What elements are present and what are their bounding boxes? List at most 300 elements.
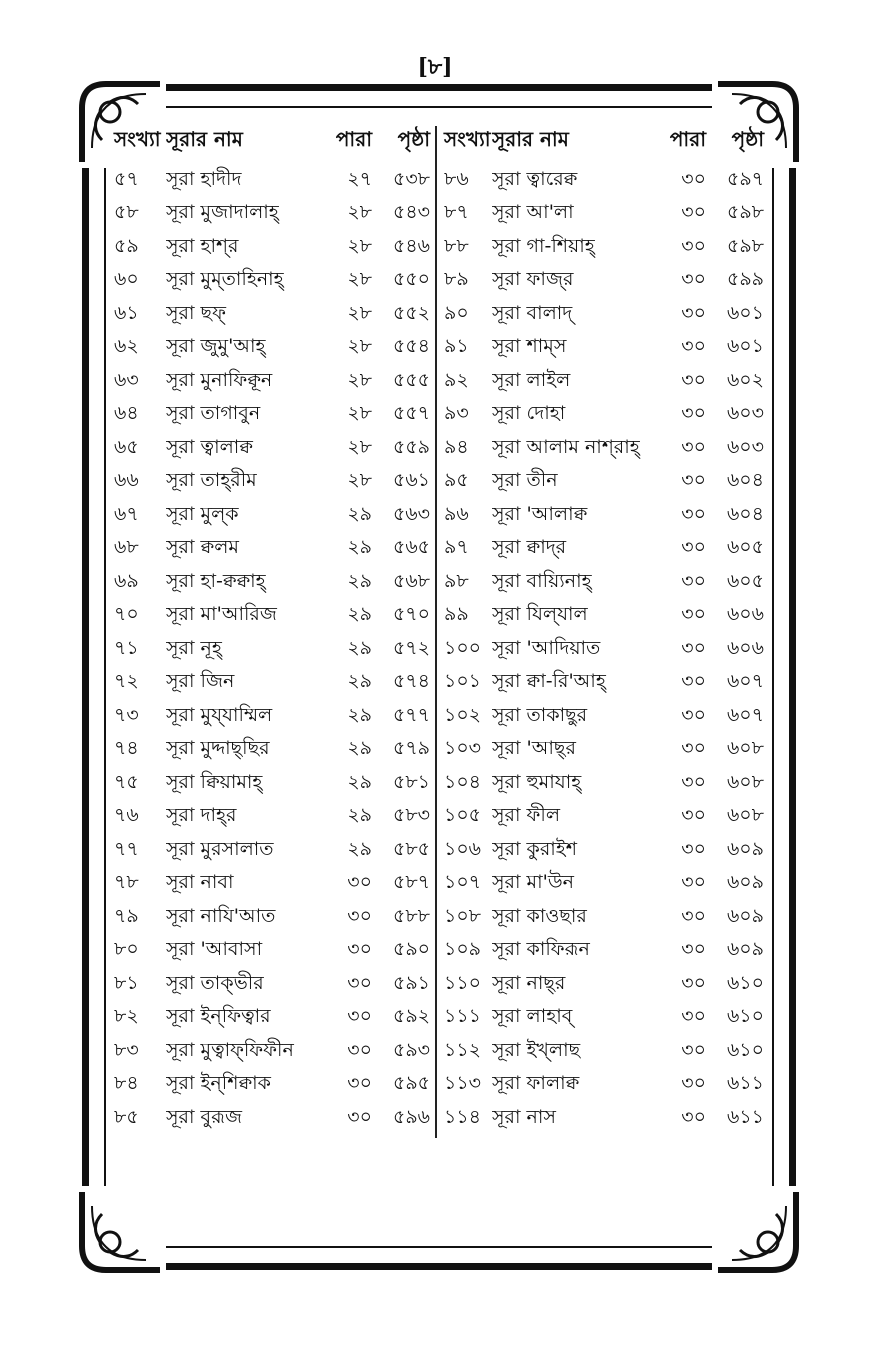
page-number-cell: ৫৮৫ bbox=[393, 837, 430, 860]
surah-number: ৯৩ bbox=[444, 402, 469, 425]
table-row bbox=[444, 466, 764, 500]
surah-name: সূরা মা'আরিজ bbox=[166, 603, 277, 626]
page-number-cell: ৫৬১ bbox=[392, 469, 430, 492]
para-number: ২৯ bbox=[347, 837, 372, 860]
surah-name: সূরা মুনাফিক্বূন bbox=[166, 368, 273, 391]
para-number: ২৯ bbox=[347, 670, 372, 693]
table-row bbox=[444, 432, 764, 466]
surah-name: সূরা নাবা bbox=[166, 871, 234, 894]
para-number: ৩০ bbox=[681, 1072, 706, 1095]
page-number-cell: ৫৮৩ bbox=[392, 804, 430, 827]
para-number: ৩০ bbox=[681, 368, 706, 391]
page-number-cell: ৫৯০ bbox=[392, 938, 430, 961]
surah-number: ৬৩ bbox=[114, 368, 139, 391]
surah-name: সূরা নাস bbox=[492, 1105, 556, 1128]
table-row bbox=[444, 1002, 764, 1036]
header-name: সূরার নাম bbox=[166, 126, 243, 151]
surah-name: সূরা মুত্বাফ্‌ফিফীন bbox=[166, 1038, 294, 1061]
column-divider bbox=[435, 126, 437, 1138]
table-row bbox=[110, 600, 430, 634]
surah-number: ৬৯ bbox=[114, 569, 139, 592]
para-number: ২৮ bbox=[347, 435, 372, 458]
table-row bbox=[110, 499, 430, 533]
table-row bbox=[444, 801, 764, 835]
surah-name: সূরা তীন bbox=[492, 469, 558, 492]
page-number-cell: ৫৯৮ bbox=[727, 201, 764, 224]
surah-number: ৯৭ bbox=[444, 536, 469, 559]
surah-name: সূরা তাহ্‌রীম bbox=[166, 469, 257, 492]
para-number: ৩০ bbox=[681, 268, 706, 291]
table-row bbox=[444, 198, 764, 232]
table-row bbox=[110, 1002, 430, 1036]
surah-number: ১০৬ bbox=[444, 837, 482, 860]
para-number: ৩০ bbox=[681, 904, 706, 927]
surah-number: ৮২ bbox=[114, 1005, 139, 1028]
table-row bbox=[444, 533, 764, 567]
page-number-cell: ৫৬৮ bbox=[392, 569, 430, 592]
table-row bbox=[444, 399, 764, 433]
surah-name: সূরা জিন bbox=[166, 670, 235, 693]
surah-name: সূরা লাইল bbox=[492, 368, 571, 391]
surah-number: ৯০ bbox=[444, 301, 469, 324]
table-row bbox=[110, 332, 430, 366]
para-number: ৩০ bbox=[681, 804, 706, 827]
surah-name: সূরা তাক্‌ভীর bbox=[166, 971, 264, 994]
page-number-cell: ৬০৯ bbox=[726, 837, 764, 860]
surah-number: ৫৮ bbox=[114, 201, 139, 224]
surah-number: ৯১ bbox=[444, 335, 469, 358]
table-row bbox=[444, 968, 764, 1002]
surah-number: ৮৩ bbox=[114, 1038, 139, 1061]
surah-name: সূরা মুয্‌যাম্মিল bbox=[166, 703, 273, 726]
surah-name: সূরা নাযি'আত bbox=[166, 904, 276, 927]
table-row bbox=[444, 633, 764, 667]
surah-name: সূরা হাদীদ bbox=[166, 167, 242, 190]
surah-number: ৭৪ bbox=[114, 737, 139, 760]
surah-number: ৯২ bbox=[444, 368, 469, 391]
surah-name: সূরা বুরূজ bbox=[166, 1105, 242, 1128]
page-number: [৮] bbox=[417, 54, 453, 80]
table-row bbox=[110, 231, 430, 265]
surah-number: ৯৯ bbox=[444, 603, 469, 626]
table-row bbox=[444, 365, 764, 399]
surah-number: ৮৮ bbox=[444, 234, 469, 257]
surah-name: সূরা 'আদিয়াত bbox=[492, 636, 601, 659]
page-number-cell: ৬০৩ bbox=[726, 402, 764, 425]
surah-number: ১১০ bbox=[444, 971, 482, 994]
surah-name: সূরা কাওছার bbox=[492, 904, 587, 927]
surah-number: ৮৭ bbox=[444, 201, 469, 224]
table-row bbox=[444, 700, 764, 734]
table-row bbox=[444, 566, 764, 600]
surah-number: ৫৯ bbox=[114, 234, 139, 257]
para-number: ২৯ bbox=[347, 737, 372, 760]
surah-number: ১০৪ bbox=[444, 770, 482, 793]
surah-number: ৬১ bbox=[114, 301, 139, 324]
page-number-cell: ৫৭২ bbox=[392, 636, 430, 659]
surah-number: ৫৭ bbox=[114, 167, 139, 190]
surah-number: ৯৪ bbox=[444, 435, 469, 458]
surah-number: ৬৭ bbox=[114, 502, 139, 525]
table-row bbox=[110, 365, 430, 399]
surah-name: সূরা হাশ্‌র bbox=[166, 234, 239, 257]
para-number: ৩০ bbox=[681, 871, 706, 894]
surah-name: সূরা মুরসালাত bbox=[166, 837, 274, 860]
surah-number: ৯৫ bbox=[444, 469, 469, 492]
para-number: ২৮ bbox=[347, 469, 372, 492]
page-number-cell: ৫৫৪ bbox=[393, 335, 430, 358]
para-number: ৩০ bbox=[347, 1072, 372, 1095]
table-header bbox=[444, 118, 764, 164]
surah-number: ১০৯ bbox=[444, 938, 482, 961]
table-row bbox=[444, 164, 764, 198]
para-number: ৩০ bbox=[347, 1038, 372, 1061]
surah-name: সূরা মুম্‌তাহিনাহ্ bbox=[166, 268, 284, 291]
para-number: ২৯ bbox=[347, 569, 372, 592]
surah-number: ৭৫ bbox=[114, 770, 139, 793]
table-row bbox=[110, 1035, 430, 1069]
surah-number: ৮৫ bbox=[114, 1105, 139, 1128]
para-number: ২৯ bbox=[347, 536, 372, 559]
page-number-cell: ৫৭৯ bbox=[392, 737, 430, 760]
surah-number: ৯৮ bbox=[444, 569, 469, 592]
surah-number: ৮১ bbox=[114, 971, 139, 994]
surah-number: ৬২ bbox=[114, 335, 139, 358]
surah-name: সূরা আলাম নাশ্‌রাহ্ bbox=[492, 435, 640, 458]
surah-name: সূরা 'আবাসা bbox=[166, 938, 263, 961]
page-number-cell: ৬০৫ bbox=[726, 569, 764, 592]
table-row bbox=[110, 834, 430, 868]
table-row bbox=[110, 298, 430, 332]
surah-name: সূরা হুমাযাহ্ bbox=[492, 770, 582, 793]
surah-name: সূরা ফীল bbox=[492, 804, 561, 827]
page-number-cell: ৬০৯ bbox=[726, 904, 764, 927]
surah-number: ১০১ bbox=[444, 670, 482, 693]
page-number-cell: ৬০৯ bbox=[726, 871, 764, 894]
page-number-cell: ৫৯১ bbox=[393, 971, 430, 994]
surah-name: সূরা বালাদ্ bbox=[492, 301, 573, 324]
surah-number: ১১১ bbox=[444, 1005, 481, 1028]
surah-number: ১১৩ bbox=[444, 1072, 482, 1095]
table-row bbox=[110, 1069, 430, 1103]
page-number-cell: ৫৯৮ bbox=[727, 234, 764, 257]
surah-name: সূরা মুজাদালাহ্ bbox=[166, 201, 279, 224]
surah-name: সূরা 'আলাক্ব bbox=[492, 502, 588, 525]
para-number: ৩০ bbox=[681, 1005, 706, 1028]
page-number-cell: ৫৯৭ bbox=[726, 167, 764, 190]
header-page: পৃষ্ঠা bbox=[397, 126, 430, 151]
surah-number: ৭০ bbox=[114, 603, 139, 626]
surah-number: ৮০ bbox=[114, 938, 139, 961]
page-number-cell: ৬০৫ bbox=[726, 536, 764, 559]
para-number: ৩০ bbox=[681, 569, 706, 592]
surah-number: ৭৭ bbox=[114, 837, 139, 860]
table-row bbox=[110, 633, 430, 667]
page-number-cell: ৬০১ bbox=[726, 335, 764, 358]
table-row bbox=[444, 600, 764, 634]
surah-number: ৬০ bbox=[114, 268, 139, 291]
para-number: ৩০ bbox=[347, 971, 372, 994]
surah-name: সূরা তাকাছুর bbox=[492, 703, 588, 726]
surah-number: ৬৫ bbox=[114, 435, 139, 458]
surah-number: ৭৯ bbox=[114, 904, 139, 927]
table-row bbox=[444, 332, 764, 366]
para-number: ৩০ bbox=[681, 737, 706, 760]
surah-name: সূরা কুরাইশ bbox=[492, 837, 577, 860]
surah-name: সূরা ছফ্ bbox=[166, 301, 226, 324]
page-number-cell: ৬১০ bbox=[726, 1005, 764, 1028]
table-row bbox=[444, 834, 764, 868]
page-number-cell: ৫৭০ bbox=[392, 603, 430, 626]
para-number: ৩০ bbox=[681, 234, 706, 257]
surah-name: সূরা ক্বিয়ামাহ্ bbox=[166, 770, 263, 793]
page-number-cell: ৫৪৩ bbox=[392, 201, 430, 224]
header-name: সূরার নাম bbox=[492, 126, 569, 151]
page-number-cell: ৫৫৯ bbox=[393, 435, 430, 458]
para-number: ২৯ bbox=[347, 703, 372, 726]
table-row bbox=[444, 667, 764, 701]
para-number: ৩০ bbox=[347, 904, 372, 927]
table-row bbox=[444, 265, 764, 299]
para-number: ৩০ bbox=[681, 502, 706, 525]
surah-number: ১০৮ bbox=[444, 904, 482, 927]
page-number-cell: ৬১০ bbox=[726, 1038, 764, 1061]
para-number: ৩০ bbox=[681, 971, 706, 994]
page-number-cell: ৫৮৭ bbox=[392, 871, 430, 894]
surah-number: ৯৬ bbox=[444, 502, 469, 525]
surah-name: সূরা নূহ্ bbox=[166, 636, 222, 659]
para-number: ৩০ bbox=[347, 938, 372, 961]
page-number-cell: ৬১১ bbox=[726, 1072, 764, 1095]
para-number: ৩০ bbox=[681, 536, 706, 559]
page-number-cell: ৬০৪ bbox=[726, 502, 764, 525]
page-number-cell: ৫৯৬ bbox=[392, 1105, 430, 1128]
para-number: ৩০ bbox=[681, 770, 706, 793]
surah-name: সূরা জুমু'আহ্ bbox=[166, 335, 266, 358]
page-number-cell: ৫৫৫ bbox=[393, 368, 430, 391]
surah-name: সূরা ক্বা-রি'আহ্ bbox=[492, 670, 606, 693]
table-row bbox=[110, 265, 430, 299]
para-number: ৩০ bbox=[347, 1005, 372, 1028]
surah-name: সূরা ত্বারেক্ব bbox=[492, 167, 578, 190]
para-number: ৩০ bbox=[681, 335, 706, 358]
page-number-cell: ৫৮১ bbox=[393, 770, 430, 793]
table-row bbox=[110, 700, 430, 734]
surah-name: সূরা ইখ্‌লাছ bbox=[492, 1038, 581, 1061]
page-number-cell: ৬০১ bbox=[726, 301, 764, 324]
surah-number: ১০৩ bbox=[444, 737, 482, 760]
para-number: ৩০ bbox=[681, 837, 706, 860]
page-number-cell: ৫৯২ bbox=[392, 1005, 430, 1028]
surah-name: সূরা হা-ক্বক্বাহ্ bbox=[166, 569, 266, 592]
page-number-cell: ৬০৯ bbox=[726, 938, 764, 961]
page-number-cell: ৬০৪ bbox=[726, 469, 764, 492]
surah-number: ৮৬ bbox=[444, 167, 469, 190]
table-row bbox=[444, 298, 764, 332]
surah-number: ৬৪ bbox=[114, 402, 139, 425]
surah-name: সূরা শাম্‌স bbox=[492, 335, 567, 358]
surah-name: সূরা ফালাক্ব bbox=[492, 1072, 580, 1095]
table-row bbox=[110, 399, 430, 433]
page-number-cell: ৫৫০ bbox=[392, 268, 430, 291]
table-row bbox=[444, 767, 764, 801]
para-number: ২৯ bbox=[347, 770, 372, 793]
surah-name: সূরা ক্বাদ্‌র bbox=[492, 536, 567, 559]
surah-name: সূরা লাহাব্ bbox=[492, 1005, 573, 1028]
table-row bbox=[444, 868, 764, 902]
page-number-cell: ৫৯৩ bbox=[392, 1038, 430, 1061]
surah-number: ৭৬ bbox=[114, 804, 139, 827]
para-number: ৩০ bbox=[347, 871, 372, 894]
para-number: ২৯ bbox=[347, 603, 372, 626]
table-row bbox=[110, 801, 430, 835]
page-number-cell: ৬১০ bbox=[726, 971, 764, 994]
page-number-cell: ৬০২ bbox=[726, 368, 764, 391]
surah-name: সূরা মুদ্দাছ্‌ছির bbox=[166, 737, 270, 760]
table-header bbox=[110, 118, 430, 164]
para-number: ৩০ bbox=[681, 301, 706, 324]
table-row bbox=[444, 499, 764, 533]
page-number-cell: ৬০৩ bbox=[726, 435, 764, 458]
para-number: ২৮ bbox=[347, 335, 372, 358]
page-number-cell: ৫৭৪ bbox=[392, 670, 430, 693]
para-number: ৩০ bbox=[347, 1105, 372, 1128]
surah-number: ১০০ bbox=[444, 636, 482, 659]
surah-name: সূরা মুল্‌ক bbox=[166, 502, 239, 525]
table-row bbox=[110, 968, 430, 1002]
table-row bbox=[110, 734, 430, 768]
page-number-cell: ৬০৮ bbox=[726, 737, 764, 760]
para-number: ৩০ bbox=[681, 402, 706, 425]
para-number: ২৯ bbox=[347, 636, 372, 659]
para-number: ২৮ bbox=[347, 268, 372, 291]
table-row bbox=[444, 901, 764, 935]
surah-number: ৮৪ bbox=[114, 1072, 139, 1095]
page-number-cell: ৬০৬ bbox=[726, 636, 764, 659]
corner-ornament-icon bbox=[76, 1186, 166, 1276]
page-number-cell: ৫৬৫ bbox=[392, 536, 430, 559]
header-num: সংখ্যা bbox=[444, 126, 491, 151]
table-row bbox=[444, 1102, 764, 1136]
surah-name: সূরা বায়্যিনাহ্ bbox=[492, 569, 592, 592]
para-number: ২৮ bbox=[347, 234, 372, 257]
page-number-cell: ৫৬৩ bbox=[392, 502, 430, 525]
para-number: ৩০ bbox=[681, 167, 706, 190]
table-row bbox=[110, 901, 430, 935]
table-row bbox=[110, 566, 430, 600]
surah-number: ৬৮ bbox=[114, 536, 139, 559]
surah-name: সূরা গা-শিয়াহ্ bbox=[492, 234, 595, 257]
para-number: ৩০ bbox=[681, 469, 706, 492]
table-row bbox=[110, 533, 430, 567]
header-para: পারা bbox=[669, 126, 706, 151]
surah-name: সূরা যিল্‌যাল bbox=[492, 603, 588, 626]
surah-number: ৭৩ bbox=[114, 703, 139, 726]
table-row bbox=[110, 432, 430, 466]
table-row bbox=[444, 1069, 764, 1103]
surah-name: সূরা দাহ্‌র bbox=[166, 804, 237, 827]
surah-number: ৬৬ bbox=[114, 469, 139, 492]
table-row bbox=[444, 231, 764, 265]
surah-name: সূরা কাফিরূন bbox=[492, 938, 590, 961]
surah-name: সূরা ক্বলম bbox=[166, 536, 239, 559]
table-row bbox=[110, 767, 430, 801]
right-column bbox=[444, 118, 764, 1136]
surah-name: সূরা মা'উন bbox=[492, 871, 574, 894]
page-number-cell: ৫৫২ bbox=[392, 301, 430, 324]
para-number: ২৭ bbox=[347, 167, 372, 190]
header-para: পারা bbox=[335, 126, 372, 151]
table-row bbox=[444, 1035, 764, 1069]
page-number-cell: ৬১১ bbox=[726, 1105, 764, 1128]
para-number: ৩০ bbox=[681, 703, 706, 726]
table-row bbox=[110, 164, 430, 198]
surah-name: সূরা ইন্‌শিক্বাক bbox=[166, 1072, 271, 1095]
surah-name: সূরা 'আছ্‌র bbox=[492, 737, 576, 760]
surah-number: ১১৪ bbox=[444, 1105, 481, 1128]
surah-number: ১১২ bbox=[444, 1038, 482, 1061]
para-number: ২৯ bbox=[347, 502, 372, 525]
page-number-cell: ৫৪৬ bbox=[392, 234, 430, 257]
para-number: ৩০ bbox=[681, 201, 706, 224]
surah-name: সূরা ত্বালাক্ব bbox=[166, 435, 253, 458]
surah-name: সূরা নাছ্‌র bbox=[492, 971, 566, 994]
surah-name: সূরা আ'লা bbox=[492, 201, 574, 224]
para-number: ২৯ bbox=[347, 804, 372, 827]
surah-number: ১০২ bbox=[444, 703, 482, 726]
surah-name: সূরা ইন্‌ফিত্বার bbox=[166, 1005, 271, 1028]
surah-number: ৭২ bbox=[114, 670, 139, 693]
surah-name: সূরা ফাজ্‌র bbox=[492, 268, 574, 291]
para-number: ৩০ bbox=[681, 670, 706, 693]
table-row bbox=[444, 935, 764, 969]
para-number: ২৮ bbox=[347, 402, 372, 425]
para-number: ২৮ bbox=[347, 301, 372, 324]
left-column bbox=[110, 118, 430, 1136]
surah-number: ৮৯ bbox=[444, 268, 469, 291]
header-page: পৃষ্ঠা bbox=[731, 126, 764, 151]
table-row bbox=[444, 734, 764, 768]
page-number-cell: ৫৩৮ bbox=[392, 167, 430, 190]
page-number-cell: ৫৯৫ bbox=[393, 1072, 430, 1095]
page-number-cell: ৫৯৯ bbox=[727, 268, 764, 291]
table-row bbox=[110, 868, 430, 902]
surah-number: ৭৮ bbox=[114, 871, 139, 894]
page-number-cell: ৬০৮ bbox=[726, 770, 764, 793]
para-number: ২৮ bbox=[347, 201, 372, 224]
para-number: ৩০ bbox=[681, 636, 706, 659]
para-number: ৩০ bbox=[681, 603, 706, 626]
page-number-cell: ৬০৭ bbox=[726, 670, 764, 693]
header-num: সংখ্যা bbox=[114, 126, 161, 151]
page-number-cell: ৬০৮ bbox=[726, 804, 764, 827]
page-number-cell: ৫৫৭ bbox=[392, 402, 430, 425]
page-number-cell: ৬০৬ bbox=[726, 603, 764, 626]
table-row bbox=[110, 466, 430, 500]
para-number: ২৮ bbox=[347, 368, 372, 391]
surah-name: সূরা তাগাবুন bbox=[166, 402, 261, 425]
surah-name: সূরা দোহা bbox=[492, 402, 566, 425]
surah-number: ১০৫ bbox=[444, 804, 482, 827]
page-number-cell: ৫৮৮ bbox=[393, 904, 430, 927]
table-row bbox=[110, 198, 430, 232]
table-row bbox=[110, 1102, 430, 1136]
corner-ornament-icon bbox=[712, 1186, 802, 1276]
para-number: ৩০ bbox=[681, 938, 706, 961]
table-row bbox=[110, 667, 430, 701]
surah-number: ১০৭ bbox=[444, 871, 482, 894]
para-number: ৩০ bbox=[681, 435, 706, 458]
